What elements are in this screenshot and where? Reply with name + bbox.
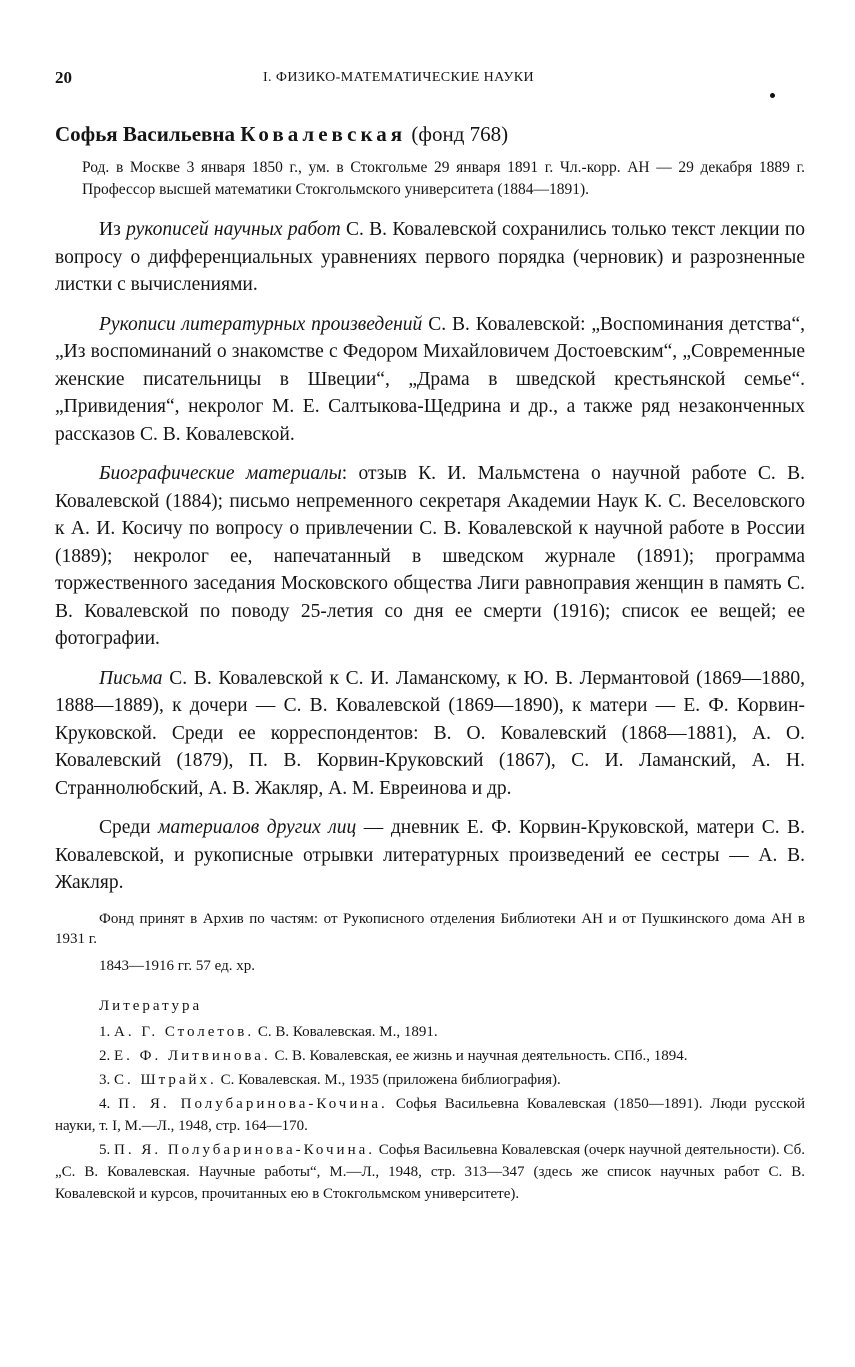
page-header: [55, 60, 805, 88]
section-biographical-materials: [55, 460, 805, 653]
section-letters: [55, 665, 805, 803]
section-literary-manuscripts: [55, 311, 805, 449]
ref-author: А. Г. Столетов.: [114, 1023, 255, 1040]
literature-heading: Литература: [99, 997, 203, 1014]
section-text: С. В. Ковалевской сохранились только текст лекции по вопросу о дифференциальных уравнениях первого порядка (черновик) и разрозненные листки с вычислениями.: [55, 219, 806, 295]
ref-number: 2.: [99, 1047, 111, 1064]
item-count: 1843—1916 гг. 57 ед. хр.: [99, 957, 255, 974]
section-lead: Среди: [99, 817, 151, 838]
ref-number: 3.: [99, 1071, 111, 1088]
running-title: I. ФИЗИКО-МАТЕМАТИЧЕСКИЕ НАУКИ: [263, 70, 534, 85]
section-other-persons-materials: [55, 814, 805, 897]
ref-number: 4.: [99, 1095, 111, 1112]
document-page: [55, 60, 805, 1205]
fund-number: (фонд 768): [411, 122, 509, 146]
ref-text: С. Ковалевская. М., 1935 (приложена библиография).: [216, 1071, 561, 1088]
ref-author: Е. Ф. Литвинова.: [114, 1047, 271, 1064]
section-heading: Письма: [99, 667, 163, 689]
ref-text: С. В. Ковалевская, ее жизнь и научная деятельность. СПб., 1894.: [270, 1047, 688, 1064]
section-text: — дневник Е. Ф. Корвин-Круковской, матери С. В. Ковалевской, и рукописные отрывки литературных произведений ее сестры — А. В. Жакляр.: [55, 817, 806, 893]
ink-dot: [770, 93, 775, 98]
section-text: С. В. Ковалевской к С. И. Ламанскому, к Ю. В. Лермантовой (1869—1880, 1888—1889), к дочери — С. В. Ковалевской (1869—1890), к матери — Е. Ф. Корвин-Круковской. Среди ее корреспондентов: В. О. Ковалевский (1868—1881), А. О. Ковалевский (1879), П. В. Корвин-Круковский (1867), С. И. Ламанский, А. Н. Страннолюбский, А. В. Жакляр, А. М. Евреинова и др.: [55, 667, 805, 799]
section-heading: Биографические материалы: [99, 463, 342, 484]
ref-text: Софья Васильевна Ковалевская (очерк научной деятельности). Сб. „С. В. Ковалевская. Научные работы“, М.—Л., 1948, стр. 313—347 (здесь же список научных работ С. В. Ковалевской и курсов, прочитанных ею в Стокгольмском университете).: [55, 1141, 805, 1202]
literature-list: [55, 1021, 805, 1205]
ref-author: П. Я. Полубаринова-Кочина.: [114, 1141, 376, 1158]
fund-name-last: Ковалевская: [240, 122, 407, 146]
literature-item: [55, 1093, 805, 1137]
ref-number: 5.: [99, 1141, 111, 1158]
biography: Род. в Москве 3 января 1850 г., ум. в Стокгольме 29 января 1891 г. Чл.-корр. АН — 29 декабря 1889 г. Профессор высшей математики Стокгольмского университета (1884—1891).: [82, 159, 805, 198]
literature-item: [55, 1045, 805, 1067]
ref-text: С. В. Ковалевская. М., 1891.: [254, 1023, 438, 1040]
literature-item: [55, 1069, 805, 1091]
page-number: 20: [55, 68, 72, 87]
fund-name-first: Софья Васильевна: [55, 122, 235, 146]
section-heading: материалов других лиц: [158, 817, 357, 838]
literature-item: [55, 1139, 805, 1205]
section-scientific-manuscripts: [55, 216, 805, 299]
section-text: : отзыв К. И. Мальмстена о научной работе С. В. Ковалевской (1884); письмо непременного секретаря Академии Наук К. С. Веселовского к А. И. Косичу по вопросу о привлечении С. В. Ковалевской к научной работе в России (1889); некролог ее, напечатанный в шведском журнале (1891); программа торжественного заседания Московского общества Лиги равноправия женщин в память С. В. Ковалевской по поводу 25-летия со дня ее смерти (1916); список ее вещей; ее фотографии.: [55, 463, 805, 649]
ref-author: С. Штрайх.: [114, 1071, 217, 1088]
ref-text: Софья Васильевна Ковалевская (1850—1891). Люди русской науки, т. I, М.—Л., 1948, стр. 164—170.: [55, 1095, 805, 1134]
section-text: С. В. Ковалевской: „Воспоминания детства“, „Из воспоминаний о знакомстве с Федором Михайловичем Достоевским“, „Современные женские писательницы в Швеции“, „Драма в шведской крестьянской семье“. „Привидения“, некролог М. Е. Салтыкова-Щедрина и др., а также ряд незаконченных рассказов С. В. Ковалевской.: [55, 313, 805, 445]
fund-title: [55, 121, 805, 147]
acquisition-note: Фонд принят в Архив по частям: от Рукописного отделения Библиотеки АН и от Пушкинского дома АН в 1931 г.: [55, 910, 805, 947]
section-lead: Из: [99, 219, 121, 240]
ref-number: 1.: [99, 1023, 111, 1040]
section-heading: рукописей научных работ: [126, 219, 341, 240]
literature-item: [55, 1021, 805, 1043]
section-heading: Рукописи литературных произведений: [99, 313, 423, 335]
ref-author: П. Я. Полубаринова-Кочина.: [118, 1095, 388, 1112]
